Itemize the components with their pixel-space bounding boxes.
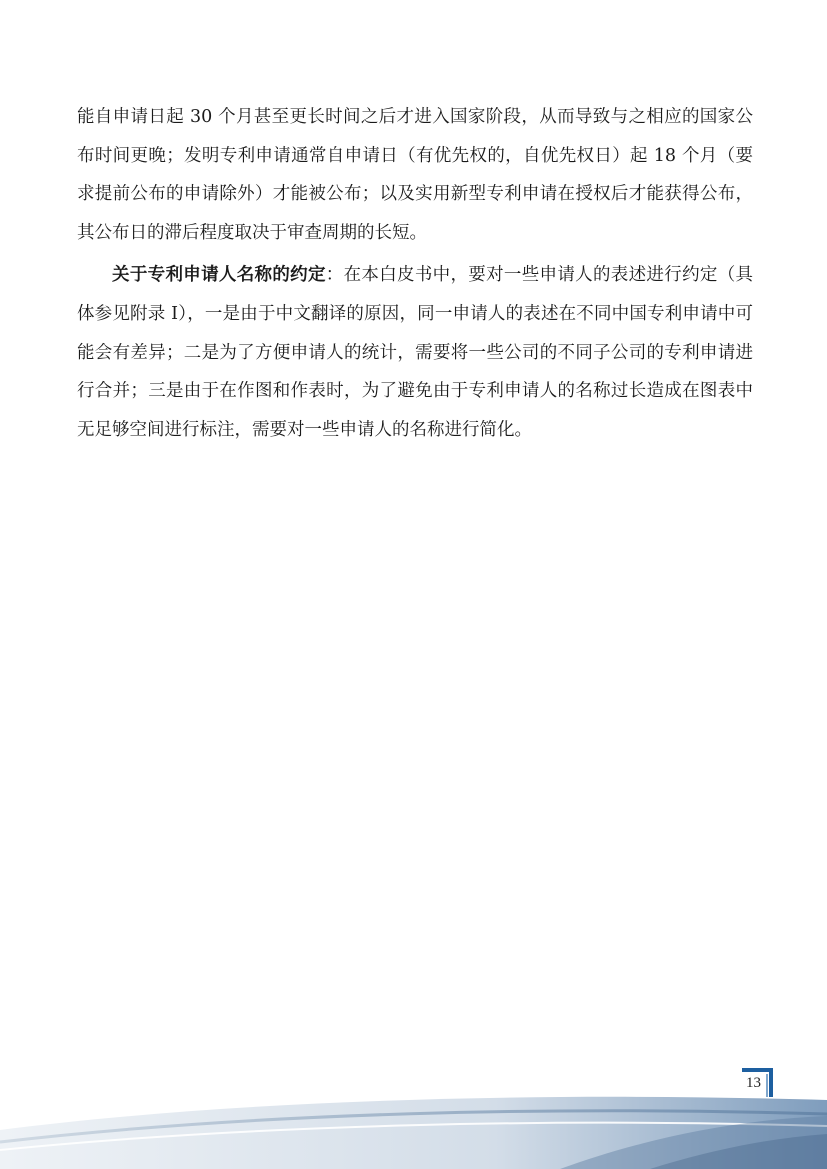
paragraph-heading: 关于专利申请人名称的约定 bbox=[112, 265, 326, 286]
paragraph-text: 能自申请日起 30 个月甚至更长时间之后才进入国家阶段，从而导致与之相应的国家公布时间更晚；发明专利申请通常自申请日（有优先权的，自优先权日）起 18 个月（要求提前公布的申请除外）才能被公布；以及实用新型专利申请在授权后才能获得公布，其公布日的滞后程度取决于审查周期的长短。 bbox=[77, 107, 753, 243]
paragraph-publication-delay bbox=[77, 98, 753, 252]
page-number: 13 bbox=[746, 1075, 761, 1091]
footer-decoration bbox=[0, 1090, 827, 1169]
paragraph-text: ：在本白皮书中，要对一些申请人的表述进行约定（具体参见附录 I），一是由于中文翻译的原因，同一申请人的表述在不同中国专利申请中可能会有差异；二是为了方便申请人的统计，需要将一些公司的不同子公司的专利申请进行合并；三是由于在作图和作表时，为了避免由于专利申请人的名称过长造成在图表中无足够空间进行标注，需要对一些申请人的名称进行简化。 bbox=[77, 265, 754, 440]
paragraph-applicant-naming bbox=[77, 256, 753, 449]
document-body bbox=[77, 98, 753, 449]
